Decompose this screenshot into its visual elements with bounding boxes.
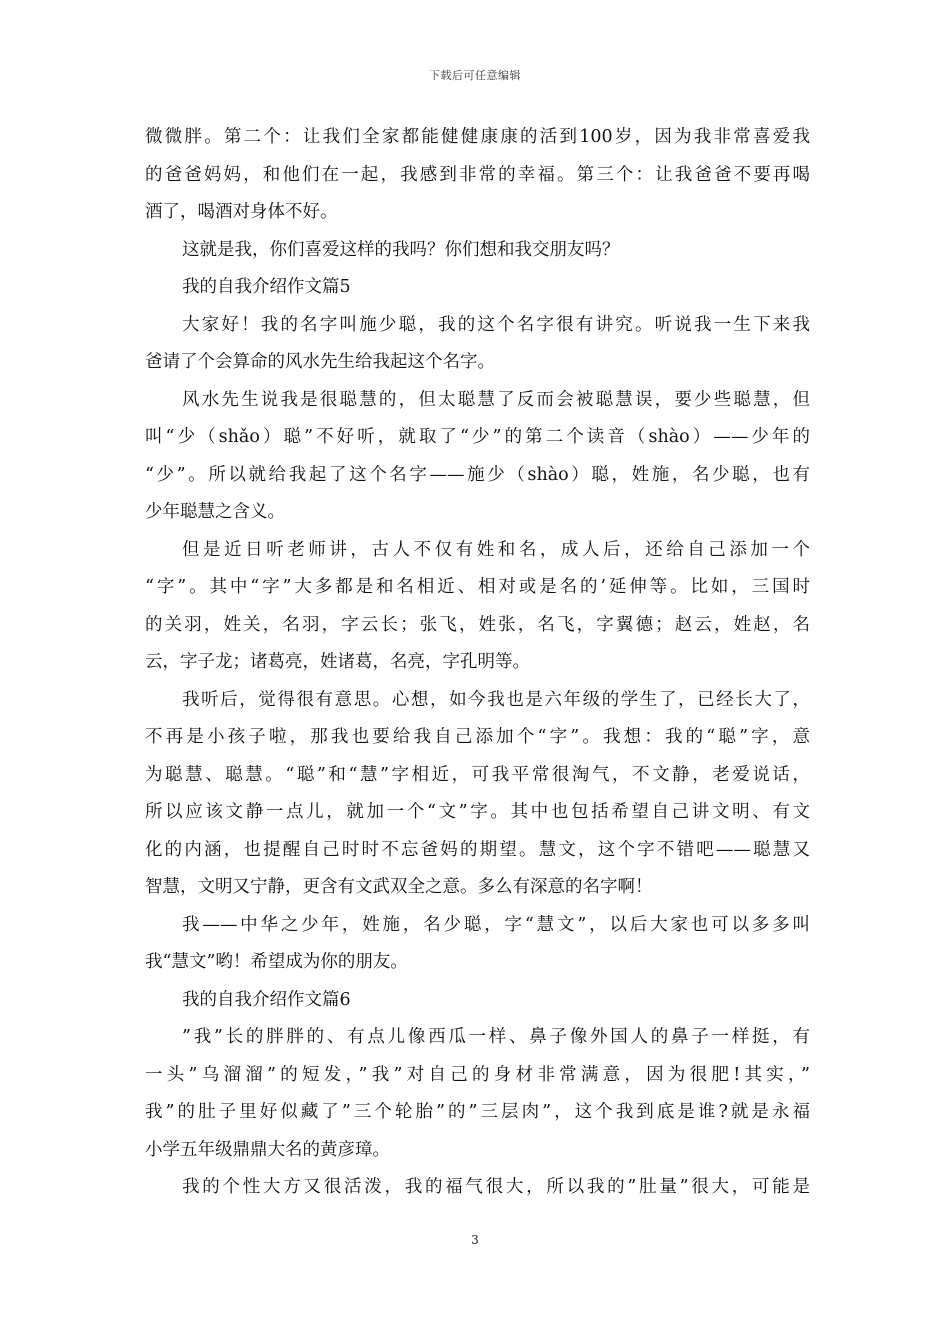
text-line: 微微胖。第二个：让我们全家都能健健康康的活到100岁，因为我非常喜爱我 bbox=[145, 127, 810, 147]
document-body bbox=[145, 119, 810, 1207]
text-line: 我听后，觉得很有意思。心想，如今我也是六年级的学生了，已经长大了， bbox=[182, 689, 810, 710]
text-line: 的爸爸妈妈，和他们在一起，我感到非常的幸福。第三个：让我爸爸不要再喝 bbox=[145, 164, 810, 185]
text-line: “少”。所以就给我起了这个名字——施少（shào）聪，姓施，名少聪，也有 bbox=[145, 464, 810, 485]
text-line: 云，字子龙；诸葛亮，姓诸葛，名亮，字孔明等。 bbox=[145, 652, 530, 672]
text-line: 我“慧文”哟！希望成为你的朋友。 bbox=[145, 952, 408, 972]
text-line: 我——中华之少年，姓施，名少聪，字“慧文”，以后大家也可以多多叫 bbox=[182, 914, 810, 935]
text-line: 一头”乌溜溜”的短发，”我”对自己的身材非常满意，因为很肥!其实，” bbox=[145, 1064, 810, 1085]
text-line: 但是近日听老师讲，古人不仅有姓和名，成人后，还给自己添加一个 bbox=[182, 539, 810, 560]
text-line: “字”。其中“字”大多都是和名相近、相对或是名的’延伸等。比如，三国时 bbox=[145, 577, 810, 597]
page-number: 3 bbox=[471, 1233, 479, 1247]
text-line: 叫“少（shǎo）聪”不好听，就取了“少”的第二个读音（shào）——少年的 bbox=[145, 427, 810, 447]
page-header: 下载后可任意编辑 bbox=[429, 69, 521, 82]
text-line: 我”的肚子里好似藏了”三个轮胎”的”三层肉”，这个我到底是谁?就是永福 bbox=[145, 1102, 810, 1122]
text-line: 我的自我介绍作文篇6 bbox=[182, 989, 351, 1010]
text-line: 我的自我介绍作文篇5 bbox=[182, 277, 351, 297]
text-line: 小学五年级鼎鼎大名的黄彦璋。 bbox=[145, 1139, 390, 1160]
text-line: 爸请了个会算命的风水先生给我起这个名字。 bbox=[145, 352, 495, 372]
text-line: 风水先生说我是很聪慧的，但太聪慧了反而会被聪慧误，要少些聪慧，但 bbox=[182, 389, 810, 410]
text-line: 所以应该文静一点儿，就加一个“文”字。其中也包括希望自己讲文明、有文 bbox=[145, 802, 810, 822]
text-line: 少年聪慧之含义。 bbox=[145, 502, 285, 522]
text-line: 化的内涵，也提醒自己时时不忘爸妈的期望。慧文，这个字不错吧——聪慧又 bbox=[145, 839, 810, 860]
text-line: ”我”长的胖胖的、有点儿像西瓜一样、鼻子像外国人的鼻子一样挺，有 bbox=[182, 1027, 810, 1047]
text-line: 不再是小孩子啦，那我也要给我自己添加个“字”。我想：我的“聪”字，意 bbox=[145, 727, 810, 747]
text-line: 智慧，文明又宁静，更含有文武双全之意。多么有深意的名字啊！ bbox=[145, 877, 653, 897]
text-line: 酒了，喝酒对身体不好。 bbox=[145, 202, 338, 222]
text-line: 这就是我，你们喜爱这样的我吗？你们想和我交朋友吗？ bbox=[182, 239, 620, 260]
text-line: 为聪慧、聪慧。“聪”和“慧”字相近，可我平常很淘气，不文静，老爱说话， bbox=[145, 764, 810, 785]
text-line: 我的个性大方又很活泼，我的福气很大，所以我的”肚量”很大，可能是 bbox=[182, 1177, 810, 1197]
text-line: 的关羽，姓关，名羽，字云长；张飞，姓张，名飞，字翼德；赵云，姓赵，名 bbox=[145, 614, 810, 635]
text-line: 大家好！我的名字叫施少聪，我的这个名字很有讲究。听说我一生下来我 bbox=[182, 314, 810, 335]
